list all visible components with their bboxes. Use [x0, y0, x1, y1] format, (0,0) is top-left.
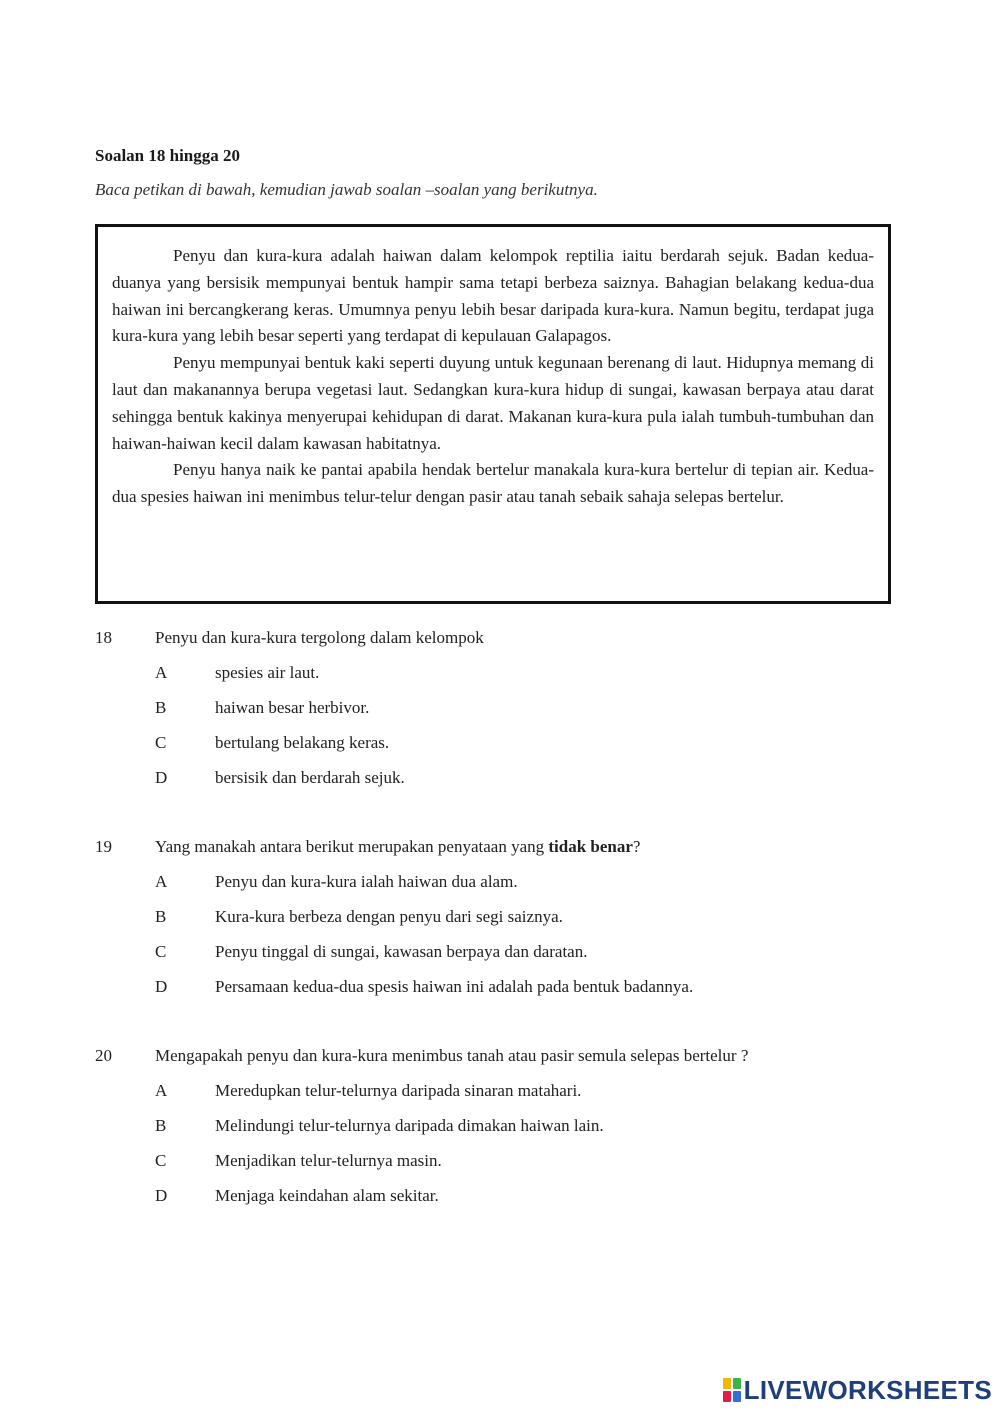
option-letter: C	[155, 942, 167, 961]
option-letter: B	[155, 698, 167, 717]
logo-block	[723, 1391, 731, 1402]
option-letter: A	[155, 663, 168, 682]
question-19	[95, 836, 895, 998]
option-letter: C	[155, 733, 167, 752]
logo-block	[733, 1378, 741, 1389]
question-text-end: ?	[632, 837, 641, 856]
liveworksheets-logo-icon	[723, 1378, 741, 1402]
option-18-a[interactable]	[95, 662, 895, 684]
option-20-c[interactable]	[95, 1150, 895, 1172]
option-letter: A	[155, 1081, 168, 1100]
option-text: haiwan besar herbivor.	[215, 698, 370, 717]
liveworksheets-logo	[723, 1373, 992, 1407]
question-number: 18	[95, 628, 112, 647]
option-letter: D	[155, 768, 168, 787]
option-text: Melindungi telur-telurnya daripada dimakan haiwan lain.	[215, 1116, 604, 1135]
brand-name: LIVEWORKSHEETS	[743, 1374, 992, 1405]
option-text: Meredupkan telur-telurnya daripada sinaran matahari.	[215, 1081, 582, 1100]
option-text: Menjadikan telur-telurnya masin.	[215, 1151, 442, 1170]
option-19-a[interactable]	[95, 871, 895, 893]
option-19-b[interactable]	[95, 906, 895, 928]
question-emphasis: tidak benar	[548, 837, 633, 856]
option-letter: D	[155, 1186, 168, 1205]
option-text: Penyu dan kura-kura ialah haiwan dua alam.	[215, 872, 518, 891]
question-number: 19	[95, 837, 112, 856]
section-heading: Soalan 18 hingga 20	[95, 146, 241, 165]
option-18-b[interactable]	[95, 697, 895, 719]
option-text: Penyu tinggal di sungai, kawasan berpaya dan daratan.	[215, 942, 588, 961]
option-letter: B	[155, 1116, 167, 1135]
option-letter: B	[155, 907, 167, 926]
option-19-c[interactable]	[95, 941, 895, 963]
option-18-d[interactable]	[95, 767, 895, 789]
option-text: Persamaan kedua-dua spesis haiwan ini adalah pada bentuk badannya.	[215, 977, 694, 996]
logo-block	[723, 1378, 731, 1389]
passage-paragraph-3: Penyu hanya naik ke pantai apabila hendak bertelur manakala kura-kura bertelur di tepian air. Kedua-dua spesies haiwan ini menimbus telur-telur dengan pasir atau tanah sebaik sahaja selepas bertelur.	[112, 460, 874, 507]
question-text: Mengapakah penyu dan kura-kura menimbus tanah atau pasir semula selepas bertelur ?	[155, 1046, 749, 1065]
question-20	[95, 1045, 895, 1207]
option-letter: C	[155, 1151, 167, 1170]
question-text: Penyu dan kura-kura tergolong dalam kelompok	[155, 628, 484, 647]
option-text: Menjaga keindahan alam sekitar.	[215, 1186, 439, 1205]
passage-paragraph-2: Penyu mempunyai bentuk kaki seperti duyung untuk kegunaan berenang di laut. Hidupnya memang di laut dan makanannya berupa vegetasi laut. Sedangkan kura-kura hidup di sungai, kawasan berpaya atau darat sehingga bentuk kakinya menyerupai kehidupan di darat. Makanan kura-kura pula ialah tumbuh-tumbuhan dan haiwan-haiwan kecil dalam kawasan habitatnya.	[112, 353, 874, 453]
logo-block	[733, 1391, 741, 1402]
option-text: spesies air laut.	[215, 663, 320, 682]
option-letter: A	[155, 872, 168, 891]
option-20-d[interactable]	[95, 1185, 895, 1207]
passage-paragraph-1: Penyu dan kura-kura adalah haiwan dalam kelompok reptilia iaitu berdarah sejuk. Badan kedua-duanya yang bersisik mempunyai bentuk hampir sama tetapi berbeza saiznya. Bahagian belakang kedua-dua haiwan ini bercangkerang keras. Umumnya penyu lebih besar daripada kura-kura. Namun begitu, terdapat juga kura-kura yang lebih besar seperti yang terdapat di kepulauan Galapagos.	[112, 246, 874, 346]
option-20-a[interactable]	[95, 1080, 895, 1102]
passage-box	[95, 224, 891, 604]
question-number: 20	[95, 1046, 112, 1065]
option-18-c[interactable]	[95, 732, 895, 754]
question-text-start: Yang manakah antara berikut merupakan penyataan yang	[155, 837, 549, 856]
question-18	[95, 627, 895, 789]
option-20-b[interactable]	[95, 1115, 895, 1137]
option-19-d[interactable]	[95, 976, 895, 998]
option-text: bertulang belakang keras.	[215, 733, 390, 752]
option-text: bersisik dan berdarah sejuk.	[215, 768, 405, 787]
option-letter: D	[155, 977, 168, 996]
instruction-text: Baca petikan di bawah, kemudian jawab soalan –soalan yang berikutnya.	[95, 180, 598, 199]
question-text	[155, 836, 640, 858]
option-text: Kura-kura berbeza dengan penyu dari segi saiznya.	[215, 907, 563, 926]
